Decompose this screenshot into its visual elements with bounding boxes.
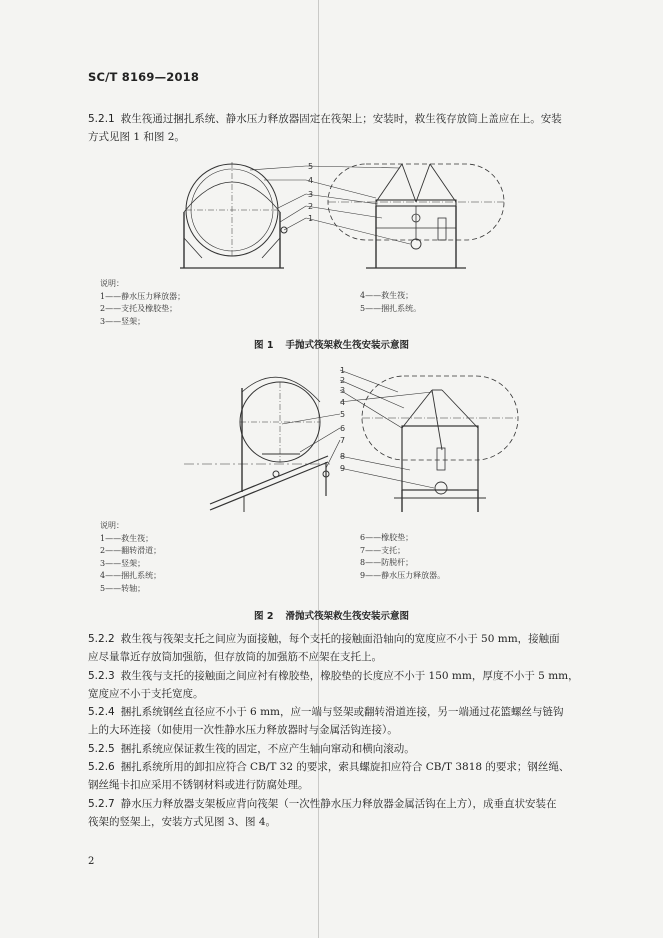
legend-item: 3——竖架； [100,558,146,568]
figure-2-legend-left [100,520,161,595]
section-5-2-1 [88,110,608,146]
figure-2-drawing [180,362,530,514]
paragraph-line: 宽度应不小于支托宽度。 [88,688,204,700]
section-5-2-7 [88,795,608,831]
figure-1-drawing [180,158,520,276]
hydrostatic-release-unit [411,239,421,249]
section-5-2-5 [88,740,608,758]
figure-1-legend-right [360,290,421,315]
callout-5: 5 [340,410,346,419]
callout-7: 7 [340,436,346,445]
callout-4: 4 [308,176,314,185]
paragraph-line: 筏架的竖架上，安装方式见图 3、图 4。 [88,816,277,828]
figure-title: 滑抛式筏架救生筏安装示意图 [285,611,409,622]
figure-1-caption [0,337,663,351]
hydrostatic-release-unit [435,482,447,494]
callout-2: 2 [308,202,314,211]
section-number: 5.2.3 [88,670,115,682]
legend-item: 8——防脱杆； [360,558,414,567]
section-5-2-4 [88,703,608,739]
legend-title: 说明： [100,279,124,288]
paragraph-line: 捆扎系统所用的卸扣应符合 CB/T 32 的要求，索具螺旋扣应符合 CB/T 3818 的要求；钢丝绳、 [120,761,570,773]
legend-item: 4——捆扎系统； [100,571,162,580]
paragraph-line: 静水压力释放器支架板应背向筏架（一次性静水压力释放器金属活钩在上方），成垂直状安装在 [120,798,557,810]
callout-5: 5 [308,162,314,171]
figure-1-legend-left [100,278,185,328]
section-number: 5.2.5 [88,743,115,755]
page-number: 2 [88,856,95,867]
paragraph-line: 钢丝绳卡扣应采用不锈钢材料或进行防腐处理。 [88,779,309,791]
section-5-2-3 [88,667,608,703]
legend-item: 1——静水压力释放器； [100,291,186,301]
section-number: 5.2.1 [88,113,115,125]
figure-2-caption [0,608,663,622]
standard-code-header: SC/T 8169—2018 [88,70,200,84]
paragraph-line: 救生筏通过捆扎系统、静水压力释放器固定在筏架上；安装时，救生筏存放筒上盖应在上。安装 [120,113,562,125]
legend-item: 7——支托； [360,545,406,555]
figure-2-legend-right [360,532,445,582]
paragraph-line: 应尽量靠近存放筒加强筋，但存放筒的加强筋不应架在支托上。 [88,651,382,663]
paragraph-line: 救生筏与支托的接触面之间应衬有橡胶垫，橡胶垫的长度应不小于 150 mm，厚度不小于 5 mm， [120,670,579,682]
tilting-chute [210,456,328,504]
legend-item: 2——翻转滑道； [100,546,162,555]
figure-title: 手抛式筏架救生筏安装示意图 [285,340,409,351]
section-5-2-2 [88,630,608,666]
callout-8: 8 [340,452,346,461]
callout-3: 3 [308,190,314,199]
callout-2: 2 [340,376,346,385]
legend-item: 3——竖架； [100,316,146,326]
legend-title: 说明： [100,521,124,530]
callout-3: 3 [340,386,346,395]
legend-item: 1——救生筏； [100,533,154,543]
section-number: 5.2.7 [88,798,115,810]
legend-item: 6——橡胶垫； [360,533,414,542]
paragraph-line: 捆扎系统钢丝直径应不小于 6 mm，应一端与竖架或翻转滑道连接，另一端通过花篮螺丝与链钩 [120,706,564,718]
section-number: 5.2.4 [88,706,115,718]
figure-number: 图 2 [254,611,274,622]
callout-6: 6 [340,424,346,433]
legend-item: 2——支托及橡胶垫； [100,304,178,313]
section-number: 5.2.2 [88,633,115,645]
section-number: 5.2.6 [88,761,115,773]
callout-1: 1 [340,366,346,375]
legend-item: 4——救生筏； [360,291,414,300]
legend-item: 5——转轴； [100,583,146,593]
callout-9: 9 [340,464,346,473]
paragraph-line: 上的大环连接（如使用一次性静水压力释放器时与金属活钩连接）。 [88,724,398,736]
paragraph-line: 捆扎系统应保证救生筏的固定，不应产生轴向窜动和横向滚动。 [120,743,415,755]
callout-1: 1 [308,214,314,223]
figure-number: 图 1 [254,340,274,351]
paragraph-line: 救生筏与筏架支托之间应为面接触，每个支托的接触面沿轴向的宽度应不小于 50 mm，接触面 [120,633,560,645]
paragraph-line: 方式见图 1 和图 2。 [88,131,185,143]
legend-item: 9——静水压力释放器。 [360,570,446,580]
legend-item: 5——捆扎系统。 [360,303,422,313]
section-5-2-6 [88,758,608,794]
callout-4: 4 [340,398,346,407]
